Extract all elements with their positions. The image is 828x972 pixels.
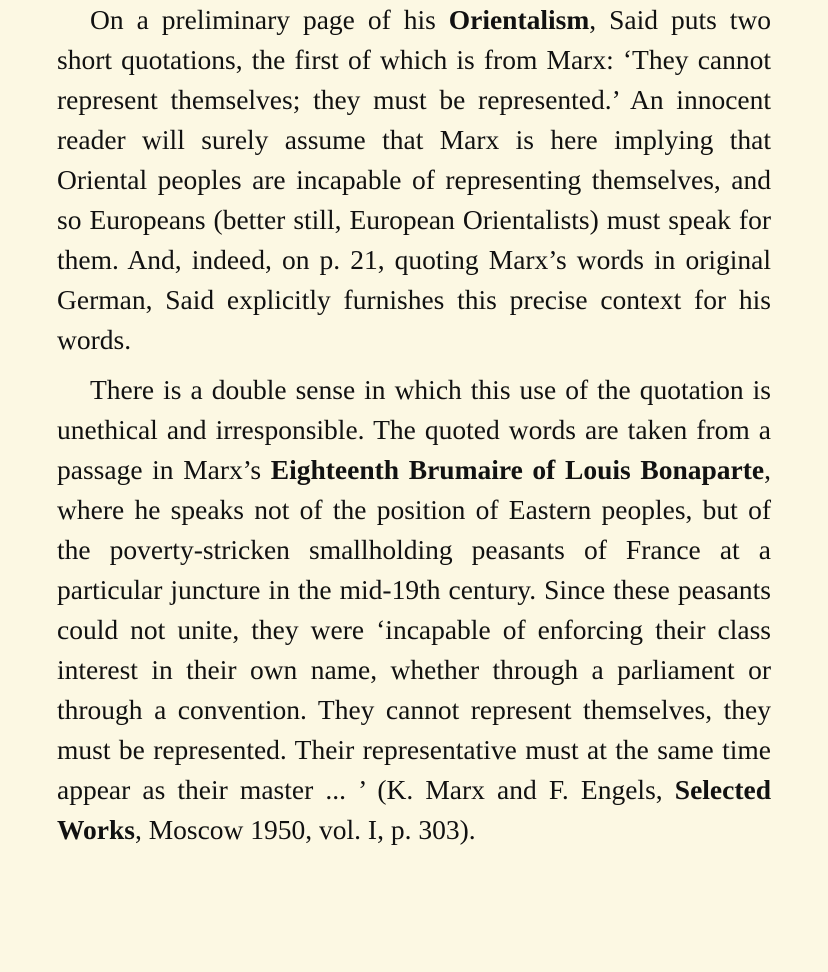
book-title-selected-works: Selected Works	[57, 774, 771, 845]
paragraph-2-text: , Moscow 1950, vol. I, p. 303).	[134, 814, 476, 845]
book-title-eighteenth-brumaire: Eighteenth Brumaire of Louis Bonaparte	[270, 454, 765, 485]
paragraph-1	[57, 0, 771, 360]
paragraph-1-text: , Said puts two short quotations, the first of which is from Marx: ‘They cannot represent themselves; they must be represented.’ An innocent reader will surely assume that Marx is here implying that Oriental peoples are incapable of representing themselves, and so Europeans (better still, European Orientalists) must speak for them. And, indeed, on p. 21, quoting Marx’s words in original German, Said explicitly furnishes this precise context for his words.	[57, 4, 771, 355]
paragraph-2-text: There is a double sense in which this use of the quotation is unethical and irresponsible. The quoted words are taken from a passage in Marx’s	[57, 374, 771, 485]
paragraph-2-text: , where he speaks not of the position of Eastern peoples, but of the poverty-stricken smallholding peasants of France at a particular juncture in the mid-19th century. Since these peasants could not unite, they were ‘incapable of enforcing their class interest in their own name, whether through a parliament or through a convention. They cannot represent themselves, they must be represented. Their representative must at the same time appear as their master ... ’ (K. Marx and F. Engels,	[57, 454, 771, 805]
paragraph-1-text: On a preliminary page of his	[90, 4, 449, 35]
book-title-orientalism: Orientalism	[448, 4, 590, 35]
paragraph-2	[57, 370, 771, 850]
